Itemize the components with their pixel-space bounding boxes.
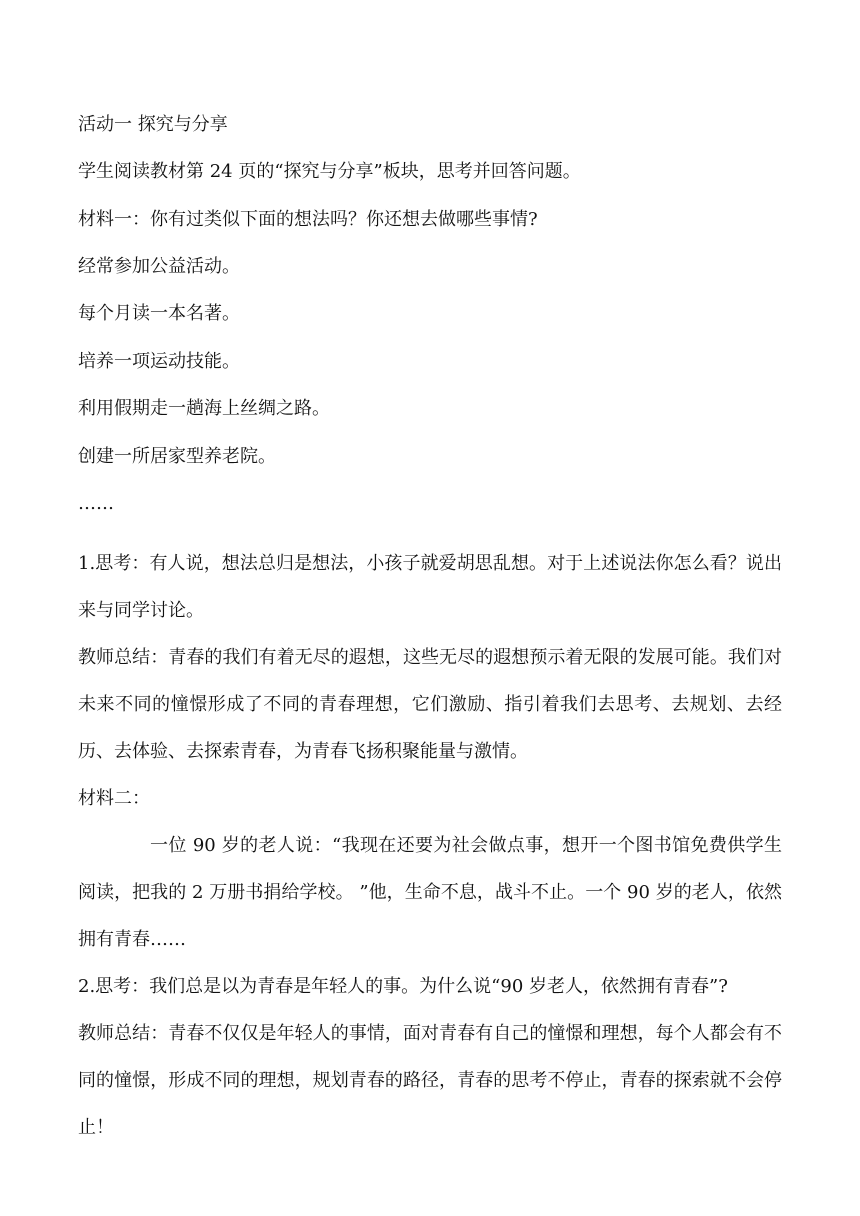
activity-heading: 活动一 探究与分享	[78, 114, 228, 135]
list-item: 培养一项运动技能。	[78, 351, 240, 372]
intro-text: 学生阅读教材第 24 页的“探究与分享”板块，思考并回答问题。	[78, 161, 581, 182]
ellipsis-item: ……	[78, 493, 114, 514]
material-two-label: 材料二：	[78, 788, 150, 809]
list-item: 创建一所居家型养老院。	[78, 446, 276, 467]
material-one-label: 材料一：你有过类似下面的想法吗？你还想去做哪些事情?	[78, 209, 538, 230]
question-two: 2.思考：我们总是以为青春是年轻人的事。为什么说“90 岁老人，依然拥有青春”?	[78, 976, 728, 997]
list-item: 每个月读一本名著。	[78, 303, 240, 324]
list-item: 利用假期走一趟海上丝绸之路。	[78, 398, 330, 419]
material-two-text: 一位 90 岁的老人说：“我现在还要为社会做点事，想开一个图书馆免费供学生阅读，把我的 2 万册书捐给学校。 ”他，生命不息，战斗不止。一个 90 岁的老人，依然拥有青春……	[78, 835, 782, 950]
question-one: 1.思考：有人说，想法总归是想法，小孩子就爱胡思乱想。对于上述说法你怎么看？说出来与同学讨论。	[78, 553, 782, 621]
document-page	[78, 113, 782, 1151]
teacher-summary-two: 教师总结：青春不仅仅是年轻人的事情，面对青春有自己的憧憬和理想，每个人都会有不同的憧憬，形成不同的理想，规划青春的路径，青春的思考不停止，青春的探索就不会停止！	[78, 1023, 782, 1138]
list-item: 经常参加公益活动。	[78, 256, 240, 277]
teacher-summary-one: 教师总结：青春的我们有着无尽的遐想，这些无尽的遐想预示着无限的发展可能。我们对未来不同的憧憬形成了不同的青春理想，它们激励、指引着我们去思考、去规划、去经历、去体验、去探索青春，为青春飞扬积聚能量与激情。	[78, 647, 782, 762]
